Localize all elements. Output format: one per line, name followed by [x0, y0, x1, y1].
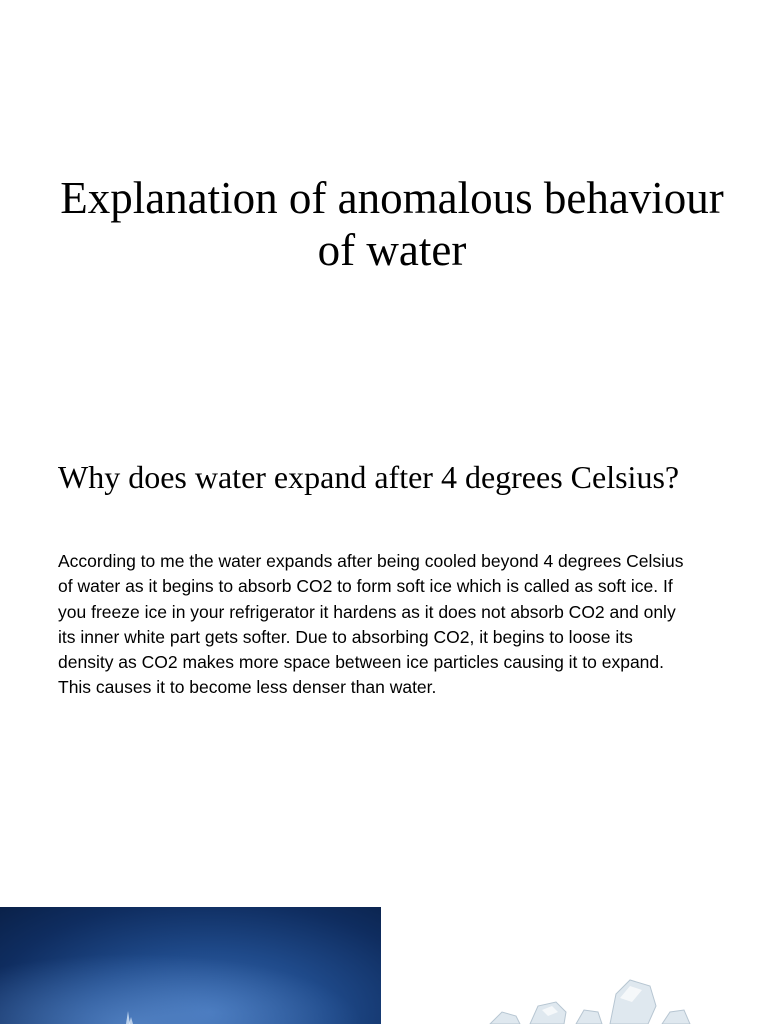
slide-subtitle: Why does water expand after 4 degrees Celsius?	[58, 459, 680, 495]
slide-body-text: According to me the water expands after being cooled beyond 4 degrees Celsius of water as it begins to absorb CO2 to form soft ice which is called as soft ice. If you freeze ice in your refrigerator it hardens as it does not absorb CO2 and only its inner white part gets softer. Due to absorbing CO2, it begins to loose its density as CO2 makes more space between ice particles causing it to expand. This causes it to become less denser than water.	[58, 551, 684, 698]
slide-title: Explanation of anomalous behaviour of water	[60, 173, 724, 275]
ice-cube-icon	[480, 972, 768, 1024]
water-splash-icon	[0, 907, 381, 1024]
ice-cubes-photo	[480, 972, 768, 1024]
dark-blue-water-photo	[0, 907, 381, 1024]
